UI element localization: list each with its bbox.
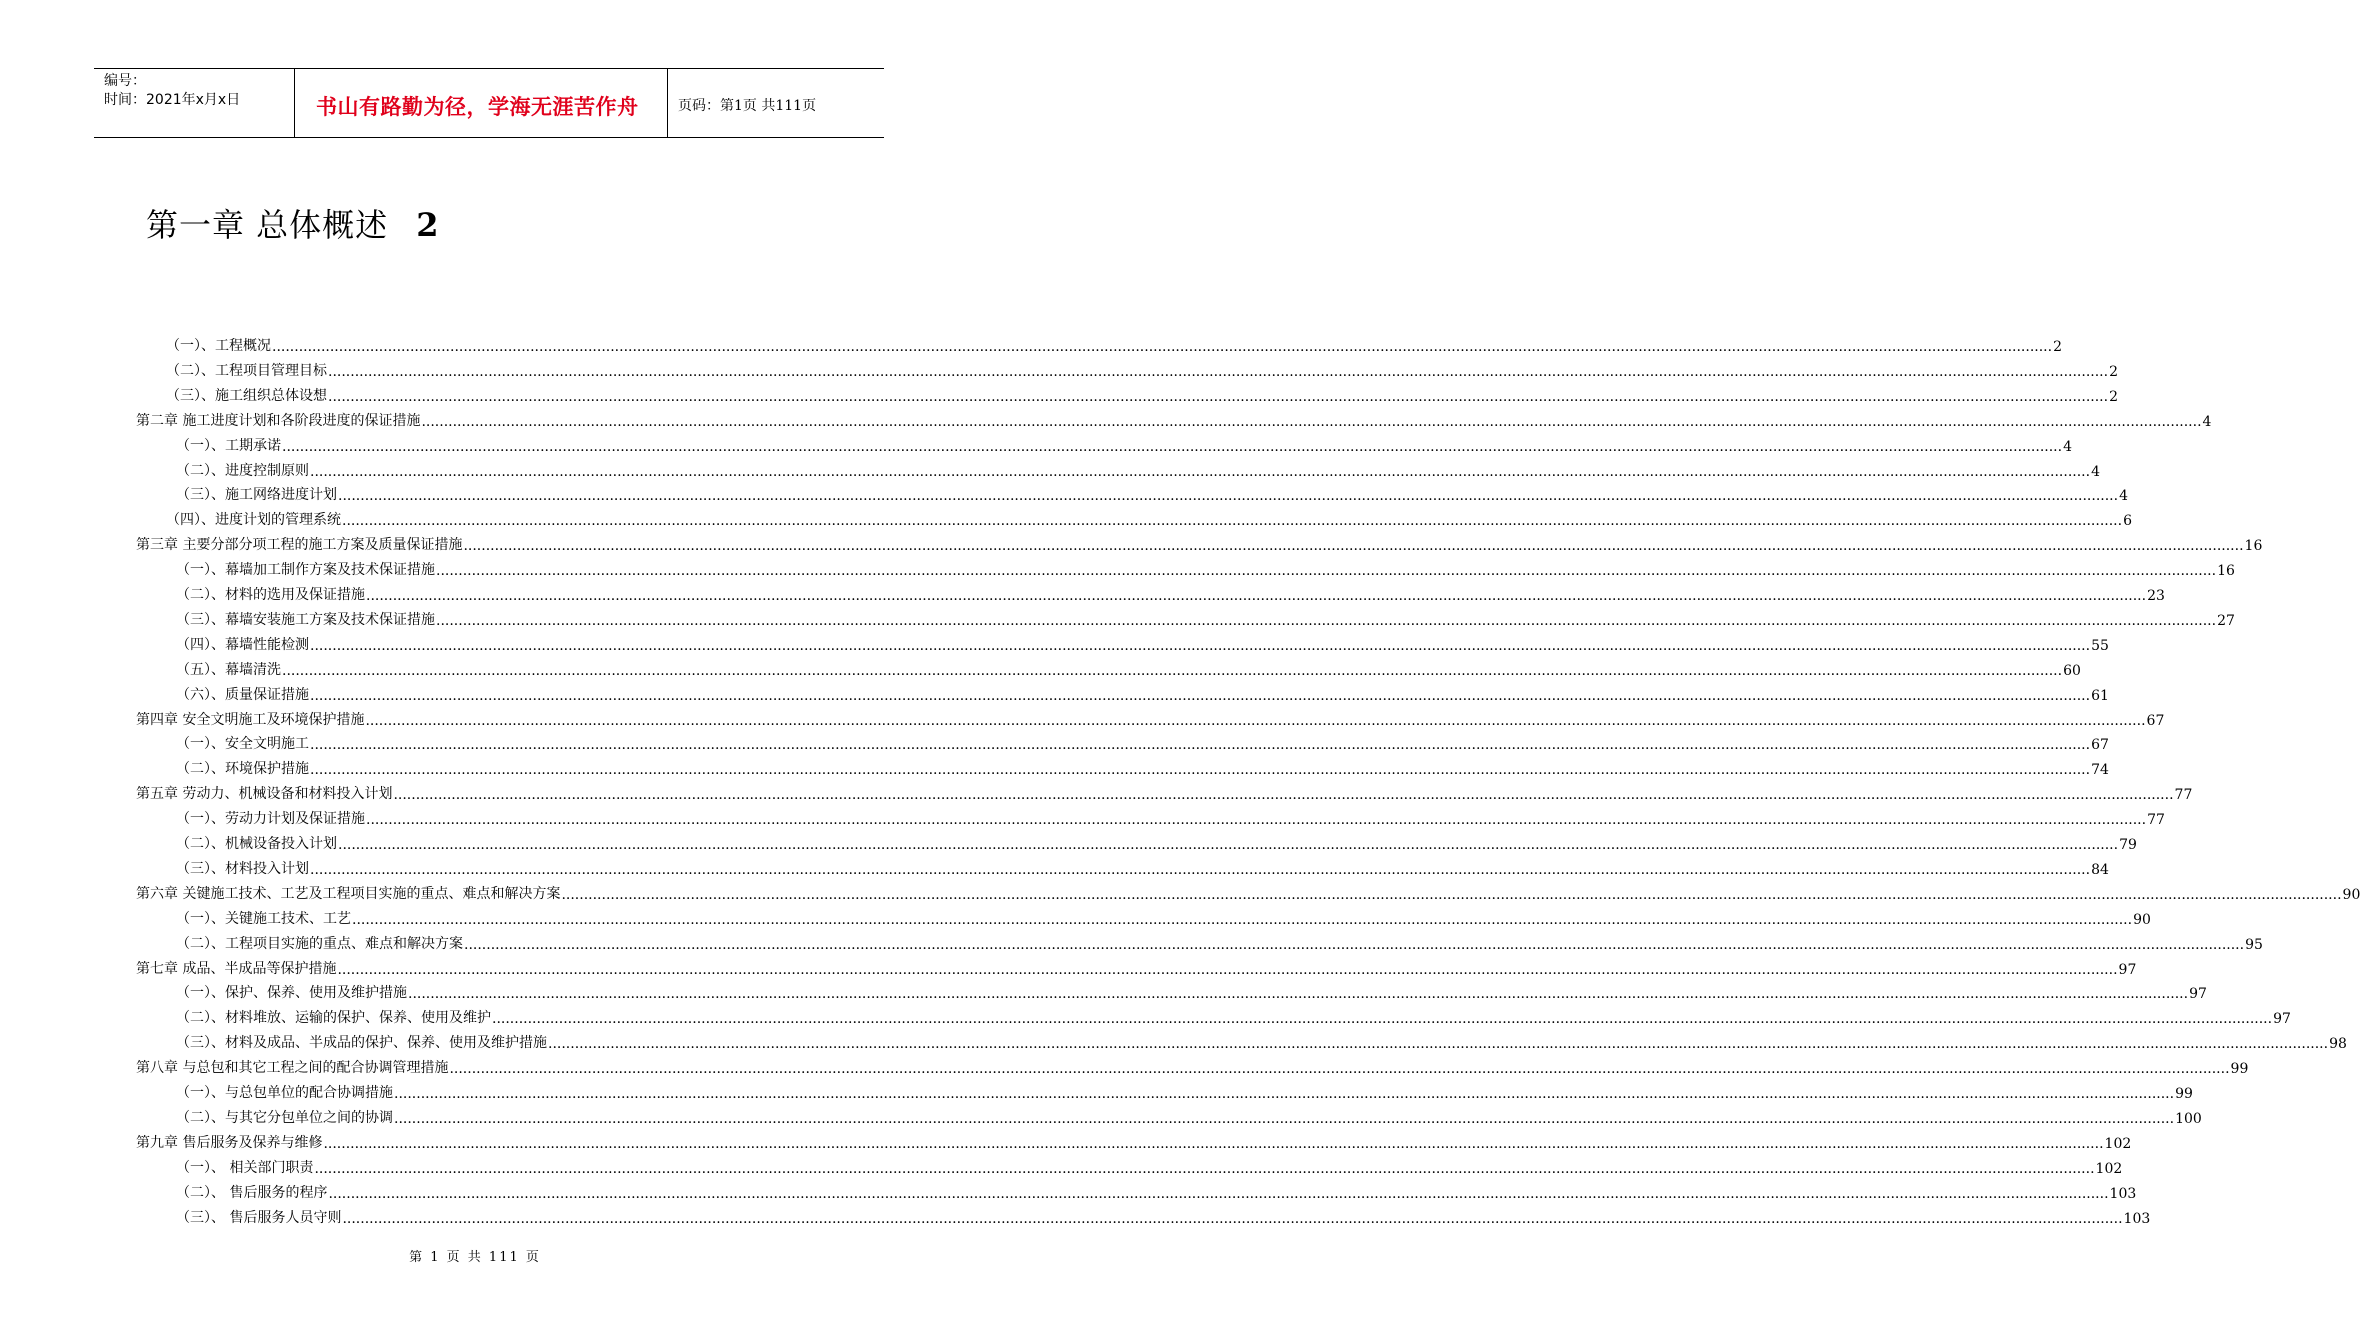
toc-entry-title: （三）、材料投入计划	[176, 860, 309, 877]
toc-entry-page: 84	[2091, 861, 2109, 878]
toc-leader-dots: ................................................................................................................................................................................................................................................................................................................................................................................................................	[342, 513, 2123, 530]
toc-entry[interactable]	[176, 977, 2207, 1003]
toc-entry[interactable]	[176, 604, 2235, 629]
toc-entry[interactable]	[176, 479, 2128, 505]
toc-entry-page: 4	[2202, 413, 2212, 430]
toc-entry[interactable]	[176, 1002, 2291, 1028]
toc-leader-dots: ................................................................................................................................................................................................................................................................................................................................................................................................................	[337, 961, 2118, 978]
toc-entry[interactable]	[176, 554, 2235, 580]
page-header	[94, 68, 884, 138]
toc-entry[interactable]	[136, 953, 2137, 978]
toc-leader-dots: ................................................................................................................................................................................................................................................................................................................................................................................................................	[436, 563, 2217, 580]
toc-leader-dots: ................................................................................................................................................................................................................................................................................................................................................................................................................	[338, 837, 2119, 853]
toc-entry-title: （二）、与其它分包单位之间的协调	[176, 1109, 393, 1126]
toc-leader-dots: ................................................................................................................................................................................................................................................................................................................................................................................................................	[310, 687, 2091, 704]
toc-entry-title: 第八章 与总包和其它工程之间的配合协调管理措施	[136, 1060, 449, 1077]
toc-entry-title: （二）、工程项目实施的重点、难点和解决方案	[176, 935, 463, 952]
toc-entry-page: 103	[2123, 1210, 2151, 1227]
toc-entry[interactable]	[176, 828, 2137, 853]
toc-leader-dots: ................................................................................................................................................................................................................................................................................................................................................................................................................	[449, 1061, 2230, 1078]
toc-entry-title: （一）、工期承诺	[176, 437, 281, 454]
toc-entry[interactable]	[176, 1077, 2193, 1102]
toc-entry[interactable]	[166, 380, 2118, 405]
toc-entry[interactable]	[136, 1052, 2249, 1078]
toc-entry-title: 第九章 售后服务及保养与维修	[136, 1134, 323, 1151]
toc-entry-title: （二）、材料堆放、运输的保护、保养、使用及维护	[176, 1010, 491, 1027]
toc-entry-title: （三）、材料及成品、半成品的保护、保养、使用及维护措施	[176, 1035, 547, 1052]
toc-entry-title: （一）、保护、保养、使用及维护措施	[176, 985, 407, 1002]
toc-entry[interactable]	[176, 629, 2109, 654]
toc-leader-dots: ................................................................................................................................................................................................................................................................................................................................................................................................................	[366, 812, 2147, 829]
time-label: 时间：2021年x月x日	[104, 92, 241, 108]
toc-leader-dots: ................................................................................................................................................................................................................................................................................................................................................................................................................	[310, 737, 2091, 754]
toc-entry-title: （二）、进度控制原则	[176, 462, 309, 479]
toc-leader-dots: ................................................................................................................................................................................................................................................................................................................................................................................................................	[393, 787, 2174, 804]
toc-entry-page: 102	[2095, 1160, 2123, 1177]
toc-entry[interactable]	[136, 878, 2360, 903]
toc-entry[interactable]	[176, 1102, 2202, 1127]
toc-entry[interactable]	[166, 355, 2118, 380]
toc-entry[interactable]	[176, 1152, 2123, 1177]
toc-leader-dots: ................................................................................................................................................................................................................................................................................................................................................................................................................	[342, 1210, 2123, 1227]
toc-leader-dots: ................................................................................................................................................................................................................................................................................................................................................................................................................	[338, 488, 2119, 505]
toc-entry-title: 第七章 成品、半成品等保护措施	[136, 960, 337, 977]
toc-entry-title: 第三章 主要分部分项工程的施工方案及质量保证措施	[136, 537, 463, 554]
header-page-cell	[668, 69, 884, 137]
toc-entry-title: （一）、安全文明施工	[176, 736, 309, 753]
toc-entry-title: （三）、施工组织总体设想	[166, 387, 327, 404]
toc-entry-page: 2	[2053, 339, 2062, 355]
toc-leader-dots: ................................................................................................................................................................................................................................................................................................................................................................................................................	[352, 911, 2133, 928]
toc-entry[interactable]	[176, 853, 2109, 878]
toc-entry-page: 55	[2091, 637, 2109, 654]
toc-entry-page: 61	[2091, 687, 2109, 704]
toc-entry-page: 97	[2189, 986, 2207, 1003]
toc-entry-page: 4	[2091, 463, 2100, 480]
toc-entry-page: 2	[2109, 388, 2118, 405]
toc-entry-page: 23	[2147, 588, 2165, 604]
header-meta-cell	[94, 69, 295, 137]
toc-leader-dots: ................................................................................................................................................................................................................................................................................................................................................................................................................	[282, 438, 2063, 455]
page-info: 页码：第1页 共111页	[678, 98, 817, 114]
toc-entry-title: （二）、工程项目管理目标	[166, 362, 327, 379]
toc-entry-title: （二）、环境保护措施	[176, 761, 309, 778]
toc-entry-title: （一）、工程概况	[166, 338, 271, 354]
toc-leader-dots: ................................................................................................................................................................................................................................................................................................................................................................................................................	[328, 363, 2109, 380]
toc-entry[interactable]	[166, 330, 2062, 355]
toc-leader-dots: ................................................................................................................................................................................................................................................................................................................................................................................................................	[328, 388, 2109, 405]
toc-entry[interactable]	[136, 778, 2193, 804]
toc-entry[interactable]	[176, 928, 2263, 953]
toc-entry-page: 99	[2175, 1086, 2193, 1102]
toc-entry[interactable]	[136, 704, 2165, 729]
toc-entry[interactable]	[176, 455, 2100, 480]
toc-entry-page: 97	[2118, 961, 2137, 978]
toc-leader-dots: ................................................................................................................................................................................................................................................................................................................................................................................................................	[365, 712, 2146, 729]
toc-leader-dots: ................................................................................................................................................................................................................................................................................................................................................................................................................	[328, 1185, 2109, 1202]
toc-entry-page: 2	[2109, 363, 2118, 380]
toc-entry-page: 100	[2175, 1110, 2202, 1127]
toc-entry[interactable]	[176, 728, 2109, 754]
chapter-heading-page: 2	[416, 206, 440, 244]
toc-entry-page: 16	[2244, 538, 2263, 555]
toc-entry-title: （三）、施工网络进度计划	[176, 487, 337, 504]
toc-leader-dots: ................................................................................................................................................................................................................................................................................................................................................................................................................	[492, 1011, 2273, 1028]
toc-leader-dots: ................................................................................................................................................................................................................................................................................................................................................................................................................	[310, 762, 2091, 779]
toc-entry[interactable]	[176, 579, 2165, 604]
toc-leader-dots: ................................................................................................................................................................................................................................................................................................................................................................................................................	[310, 637, 2091, 654]
toc-entry[interactable]	[136, 405, 2212, 430]
toc-leader-dots: ................................................................................................................................................................................................................................................................................................................................................................................................................	[310, 463, 2091, 480]
toc-entry-page: 60	[2063, 662, 2081, 679]
toc-entry-page: 4	[2063, 438, 2072, 455]
chapter-heading	[146, 200, 439, 246]
toc-entry-page: 97	[2273, 1011, 2291, 1028]
toc-entry[interactable]	[176, 803, 2165, 829]
toc-entry-title: （一）、 相关部门职责	[176, 1159, 314, 1176]
toc-entry-page: 74	[2091, 762, 2109, 779]
header-motto-cell	[294, 69, 668, 137]
toc-entry-page: 98	[2329, 1036, 2347, 1053]
toc-entry-page: 77	[2174, 787, 2193, 804]
page-footer: 第 1 页 共 111 页	[409, 1250, 541, 1265]
toc-entry-title: 第四章 安全文明施工及环境保护措施	[136, 711, 365, 728]
toc-entry-page: 90	[2133, 911, 2151, 928]
toc-leader-dots: ................................................................................................................................................................................................................................................................................................................................................................................................................	[436, 612, 2217, 629]
toc-leader-dots: ................................................................................................................................................................................................................................................................................................................................................................................................................	[314, 1160, 2095, 1177]
toc-entry-page: 79	[2119, 837, 2137, 853]
toc-entry[interactable]	[166, 504, 2132, 530]
toc-entry[interactable]	[176, 903, 2151, 928]
toc-entry-title: 第二章 施工进度计划和各阶段进度的保证措施	[136, 412, 421, 429]
toc-entry-page: 67	[2091, 737, 2109, 754]
toc-entry[interactable]	[136, 529, 2263, 555]
toc-entry-title: （一）、幕墙加工制作方案及技术保证措施	[176, 562, 435, 579]
toc-entry[interactable]	[176, 654, 2081, 679]
toc-entry-title: （五）、幕墙清洗	[176, 661, 281, 678]
toc-entry[interactable]	[176, 430, 2072, 455]
toc-leader-dots: ................................................................................................................................................................................................................................................................................................................................................................................................................	[561, 886, 2342, 903]
toc-entry-title: （二）、 售后服务的程序	[176, 1184, 328, 1201]
motto: 书山有路勤为径，学海无涯苦作舟	[316, 94, 639, 119]
toc-entry-page: 103	[2109, 1185, 2137, 1202]
toc-entry-page: 16	[2217, 563, 2235, 580]
toc-entry-page: 27	[2217, 612, 2235, 629]
toc-entry-page: 6	[2123, 513, 2132, 530]
toc-entry-title: 第五章 劳动力、机械设备和材料投入计划	[136, 786, 393, 803]
toc-leader-dots: ................................................................................................................................................................................................................................................................................................................................................................................................................	[310, 861, 2091, 878]
toc-entry[interactable]	[176, 1027, 2347, 1053]
toc-entry[interactable]	[136, 1127, 2132, 1152]
toc-entry-title: （一）、与总包单位的配合协调措施	[176, 1085, 393, 1101]
toc-leader-dots: ................................................................................................................................................................................................................................................................................................................................................................................................................	[421, 413, 2202, 430]
toc-leader-dots: ................................................................................................................................................................................................................................................................................................................................................................................................................	[272, 339, 2053, 355]
toc-leader-dots: ................................................................................................................................................................................................................................................................................................................................................................................................................	[464, 936, 2245, 953]
toc-leader-dots: ................................................................................................................................................................................................................................................................................................................................................................................................................	[408, 986, 2189, 1003]
toc-entry-title: （一）、劳动力计划及保证措施	[176, 811, 365, 828]
toc-entry[interactable]	[176, 1202, 2151, 1227]
toc-entry-page: 67	[2146, 712, 2165, 729]
toc-entry-title: （一）、关键施工技术、工艺	[176, 910, 351, 927]
toc-entry-page: 4	[2119, 488, 2128, 505]
toc-leader-dots: ................................................................................................................................................................................................................................................................................................................................................................................................................	[282, 662, 2063, 679]
toc-entry-title: （三）、 售后服务人员守则	[176, 1209, 342, 1226]
toc-entry-title: （六）、质量保证措施	[176, 686, 309, 703]
toc-leader-dots: ................................................................................................................................................................................................................................................................................................................................................................................................................	[366, 588, 2147, 604]
toc-entry-page: 95	[2245, 936, 2263, 953]
toc-entry-page: 99	[2230, 1061, 2249, 1078]
toc-leader-dots: ................................................................................................................................................................................................................................................................................................................................................................................................................	[548, 1036, 2329, 1053]
toc-entry-page: 77	[2147, 812, 2165, 829]
number-label: 编号：	[104, 73, 146, 89]
toc-leader-dots: ................................................................................................................................................................................................................................................................................................................................................................................................................	[394, 1086, 2175, 1102]
toc-entry[interactable]	[176, 753, 2109, 779]
toc-leader-dots: ................................................................................................................................................................................................................................................................................................................................................................................................................	[323, 1135, 2104, 1152]
toc-entry[interactable]	[176, 679, 2109, 704]
chapter-heading-text: 第一章 总体概述	[146, 206, 389, 244]
toc-entry-page: 102	[2104, 1135, 2132, 1152]
toc-leader-dots: ................................................................................................................................................................................................................................................................................................................................................................................................................	[394, 1110, 2175, 1127]
toc-entry-title: （四）、幕墙性能检测	[176, 636, 309, 653]
toc-entry-title: 第六章 关键施工技术、工艺及工程项目实施的重点、难点和解决方案	[136, 885, 561, 902]
toc-entry-page: 90	[2342, 886, 2360, 903]
toc-leader-dots: ................................................................................................................................................................................................................................................................................................................................................................................................................	[463, 538, 2244, 555]
toc-entry[interactable]	[176, 1177, 2137, 1202]
toc-entry-title: （三）、幕墙安装施工方案及技术保证措施	[176, 611, 435, 628]
toc-entry-title: （二）、材料的选用及保证措施	[176, 587, 365, 603]
toc-entry-title: （四）、进度计划的管理系统	[166, 512, 341, 529]
toc-entry-title: （二）、机械设备投入计划	[176, 836, 337, 852]
